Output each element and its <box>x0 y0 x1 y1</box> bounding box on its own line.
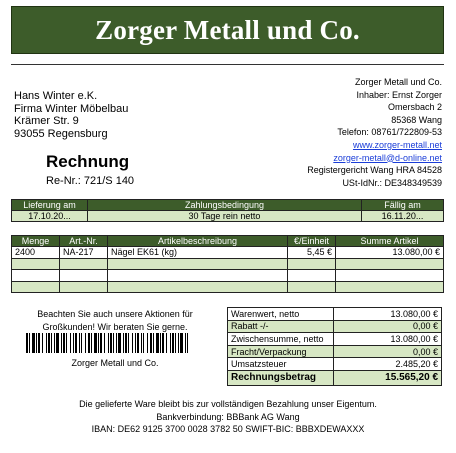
totals-table <box>227 307 442 386</box>
totals-label: Umsatzsteuer <box>228 358 334 371</box>
item-article-no: NA-217 <box>60 247 108 259</box>
bank-iban: IBAN: DE62 9125 3700 0028 3782 50 SWIFT-BIC: BBBXDEWAXXX <box>91 424 365 435</box>
unit-price-header: €/Einheit <box>288 236 336 247</box>
article-no-header: Art.-Nr. <box>60 236 108 247</box>
sender-city: 85368 Wang <box>391 114 442 125</box>
due-date-header: Fällig am <box>362 200 444 211</box>
sender-email-link[interactable]: zorger-metall@d-online.net <box>333 152 442 163</box>
header-divider <box>11 64 444 65</box>
totals-row <box>228 320 442 333</box>
item-line-total <box>336 281 444 293</box>
totals-value: 0,00 € <box>334 320 442 333</box>
sender-phone: Telefon: 08761/722809-53 <box>337 127 442 138</box>
invoice-total-row <box>228 370 442 385</box>
items-table <box>11 235 444 293</box>
sender-name: Zorger Metall und Co. <box>354 77 442 87</box>
totals-value: 2.485,20 € <box>334 358 442 371</box>
due-date: 16.11.20... <box>362 211 444 222</box>
recipient-street: Krämer Str. 9 <box>14 115 79 127</box>
totals-value: 13.080,00 € <box>334 308 442 321</box>
totals-row <box>228 345 442 358</box>
item-qty <box>12 281 60 293</box>
totals-label: Zwischensumme, netto <box>228 333 334 346</box>
ownership-note: Die gelieferte Ware bleibt bis zur vollständigen Bezahlung unser Eigentum. <box>79 399 377 409</box>
totals-label: Fracht/Verpackung <box>228 345 334 358</box>
totals-row <box>228 358 442 371</box>
totals-value: 13.080,00 € <box>334 333 442 346</box>
payment-terms: 30 Tage rein netto <box>88 211 362 222</box>
line-total-header: Summe Artikel <box>336 236 444 247</box>
item-line-total <box>336 270 444 282</box>
conditions-value-row <box>12 211 444 222</box>
item-qty <box>12 258 60 270</box>
invoice-total-value: 15.565,20 € <box>334 370 442 385</box>
table-row <box>12 247 444 259</box>
qty-header: Menge <box>12 236 60 247</box>
item-description: Nägel EK61 (kg) <box>108 247 288 259</box>
table-row <box>12 270 444 282</box>
conditions-table <box>11 199 444 222</box>
item-description <box>108 258 288 270</box>
items-header-row <box>12 236 444 247</box>
barcode-caption: Zorger Metall und Co. <box>71 358 159 368</box>
sender-website-link[interactable]: www.zorger-metall.net <box>352 139 442 150</box>
item-unit-price <box>288 258 336 270</box>
item-description <box>108 281 288 293</box>
item-unit-price: 5,45 € <box>288 247 336 259</box>
company-banner: Zorger Metall und Co. <box>11 6 444 54</box>
item-line-total <box>336 258 444 270</box>
invoice-number: Re-Nr.: 721/S 140 <box>46 175 135 187</box>
payment-terms-header: Zahlungsbedingung <box>88 200 362 211</box>
recipient-name: Hans Winter e.K. <box>14 90 98 102</box>
delivery-date: 17.10.20... <box>12 211 88 222</box>
sender-block <box>307 76 442 189</box>
sender-street: Omersbach 2 <box>387 102 442 113</box>
recipient-city: 93055 Regensburg <box>14 127 108 140</box>
totals-row <box>228 308 442 321</box>
invoice-title: Rechnung <box>46 152 130 171</box>
sender-vat-id: USt-IdNr.: DE348349539 <box>342 177 442 188</box>
recipient-address <box>14 90 128 140</box>
item-article-no <box>60 281 108 293</box>
footer <box>0 398 456 436</box>
recipient-company: Firma Winter Möbelbau <box>14 102 129 115</box>
description-header: Artikelbeschreibung <box>108 236 288 247</box>
sender-owner: Inhaber: Ernst Zorger <box>356 89 442 100</box>
promo-text: Beachten Sie auch unsere Aktionen für Großkunden! Wir beraten Sie gerne. <box>37 309 193 332</box>
delivery-date-header: Lieferung am <box>12 200 88 211</box>
conditions-header-row <box>12 200 444 211</box>
table-row <box>12 281 444 293</box>
item-line-total: 13.080,00 € <box>336 247 444 259</box>
sender-register: Registergericht Wang HRA 84528 <box>307 165 442 176</box>
table-row <box>12 258 444 270</box>
barcode-image <box>26 333 188 353</box>
item-unit-price <box>288 270 336 282</box>
item-unit-price <box>288 281 336 293</box>
totals-value: 0,00 € <box>334 345 442 358</box>
item-description <box>108 270 288 282</box>
invoice-total-label: Rechnungsbetrag <box>228 370 334 385</box>
item-article-no <box>60 258 108 270</box>
item-qty: 2400 <box>12 247 60 259</box>
totals-label: Rabatt -/- <box>228 320 334 333</box>
totals-row <box>228 333 442 346</box>
item-qty <box>12 270 60 282</box>
bank-connection: Bankverbindung: BBBank AG Wang <box>156 411 300 422</box>
totals-label: Warenwert, netto <box>228 308 334 321</box>
item-article-no <box>60 270 108 282</box>
